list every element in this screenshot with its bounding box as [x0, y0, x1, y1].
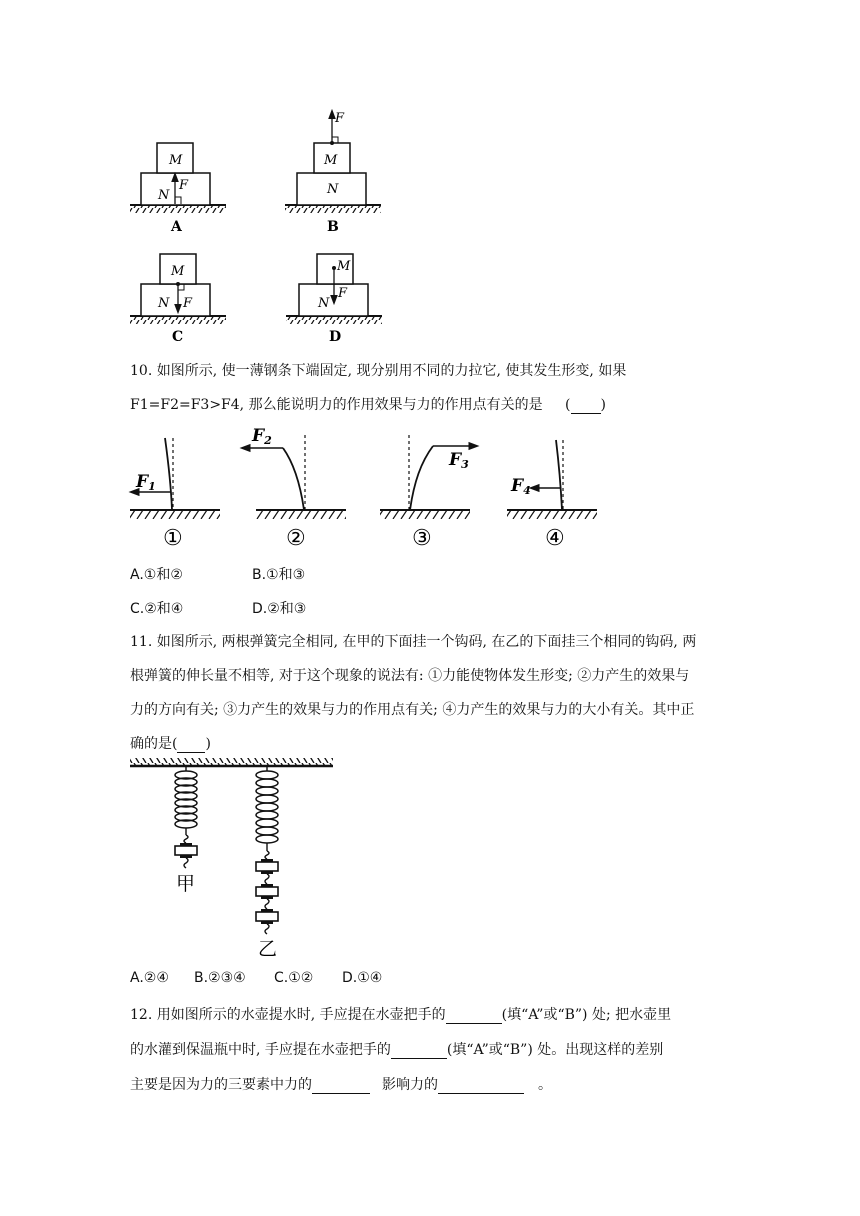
label-f-c: F: [183, 296, 193, 311]
q12-line1-b: (填“A”或“B”) 处; 把水壶里: [501, 1007, 672, 1023]
blocks-figure: [0, 0, 860, 345]
label-m-c: M: [171, 264, 185, 279]
q12-blank-2[interactable]: [391, 1058, 447, 1059]
force-2: F2: [252, 426, 272, 447]
label-n-b: N: [327, 182, 339, 197]
q11-option-c[interactable]: C.①②: [274, 970, 314, 986]
figure-a: [130, 143, 226, 235]
q12-line1-a: 12. 用如图所示的水壶提水时, 手应提在水壶把手的: [130, 1007, 446, 1023]
label-n-a: N: [158, 188, 170, 203]
label-m-d: M: [337, 259, 351, 274]
q10-option-d[interactable]: D.②和③: [252, 601, 307, 617]
q12-line2: [130, 1039, 663, 1059]
q11-line4: [130, 733, 211, 753]
q12-line3-a: 主要是因为力的三要素中力的: [130, 1077, 312, 1093]
q10-option-b[interactable]: B.①和③: [252, 567, 306, 583]
q12-blank-3[interactable]: [312, 1093, 370, 1094]
caption-d: D: [329, 329, 342, 345]
q11-option-d[interactable]: D.①④: [342, 970, 383, 986]
q10-answer-blank[interactable]: [571, 413, 601, 414]
strip-label-3: ③: [412, 526, 432, 550]
strip-fig-2: [245, 426, 346, 550]
label-m-a: M: [169, 153, 183, 168]
q11-line3: 力的方向有关; ③力产生的效果与力的作用点有关; ④力产生的效果与力的大小有关。其中正: [130, 702, 695, 718]
caption-b: B: [327, 219, 339, 235]
strip-fig-3: [380, 435, 474, 550]
q11-option-a[interactable]: A.②④: [130, 970, 169, 986]
q12-line1: [130, 1004, 671, 1024]
steel-strip-figure: [0, 420, 860, 550]
q10-option-a[interactable]: A.①和②: [130, 567, 183, 583]
q11-line2: 根弹簧的伸长量不相等, 对于这个现象的说法有: ①力能使物体发生形变; ②力产生的效果与: [130, 668, 690, 684]
label-m-b: M: [324, 153, 338, 168]
q11-paren-open: (: [172, 736, 178, 752]
q10-paren-open: (: [565, 397, 571, 413]
force-3: F3: [449, 450, 469, 471]
q12-line3-b: 影响力的: [382, 1077, 438, 1093]
force-4: F4: [511, 476, 531, 497]
spring-jia: [175, 766, 197, 895]
q10-line1: 10. 如图所示, 使一薄钢条下端固定, 现分别用不同的力拉它, 使其发生形变, 如果: [130, 363, 627, 379]
label-yi: 乙: [258, 938, 278, 960]
q12-line3: [130, 1074, 552, 1094]
strip-fig-1: [130, 438, 220, 550]
label-n-c: N: [158, 296, 170, 311]
springs-figure: [0, 755, 860, 965]
strip-label-2: ②: [286, 526, 306, 550]
label-f-d: F: [338, 286, 348, 301]
label-f-a: F: [179, 178, 189, 193]
figure-c: [130, 254, 226, 345]
strip-label-1: ①: [163, 526, 183, 550]
q11-option-b[interactable]: B.②③④: [194, 970, 246, 986]
q11-line1: 11. 如图所示, 两根弹簧完全相同, 在甲的下面挂一个钩码, 在乙的下面挂三个相同的钩码, 两: [130, 634, 697, 650]
force-1: F1: [136, 472, 156, 493]
strip-label-4: ④: [545, 526, 565, 550]
caption-a: A: [171, 219, 182, 235]
figure-b: [285, 111, 381, 235]
q10-paren-close: ): [600, 397, 606, 413]
q10-line2-text: F1=F2=F3>F4, 那么能说明力的作用效果与力的作用点有关的是: [130, 397, 543, 413]
q12-blank-4[interactable]: [438, 1093, 524, 1094]
strip-fig-4: [507, 440, 597, 550]
q12-blank-1[interactable]: [446, 1023, 502, 1024]
caption-c: C: [172, 329, 184, 345]
q12-line2-b: (填“A”或“B”) 处。出现这样的差别: [446, 1042, 664, 1058]
label-jia: 甲: [176, 873, 196, 895]
q10-line2: [130, 394, 606, 414]
label-f-b: F: [335, 111, 345, 126]
label-n-d: N: [318, 296, 330, 311]
figure-d: [286, 254, 382, 345]
q11-answer-blank[interactable]: [177, 752, 205, 753]
q11-line4-text: 确的是: [130, 736, 172, 752]
spring-yi: [256, 766, 278, 960]
q12-line2-a: 的水灌到保温瓶中时, 手应提在水壶把手的: [130, 1042, 391, 1058]
q10-option-c[interactable]: C.②和④: [130, 601, 184, 617]
q12-line3-c: 。: [538, 1077, 552, 1093]
q11-paren-close: ): [205, 736, 211, 752]
